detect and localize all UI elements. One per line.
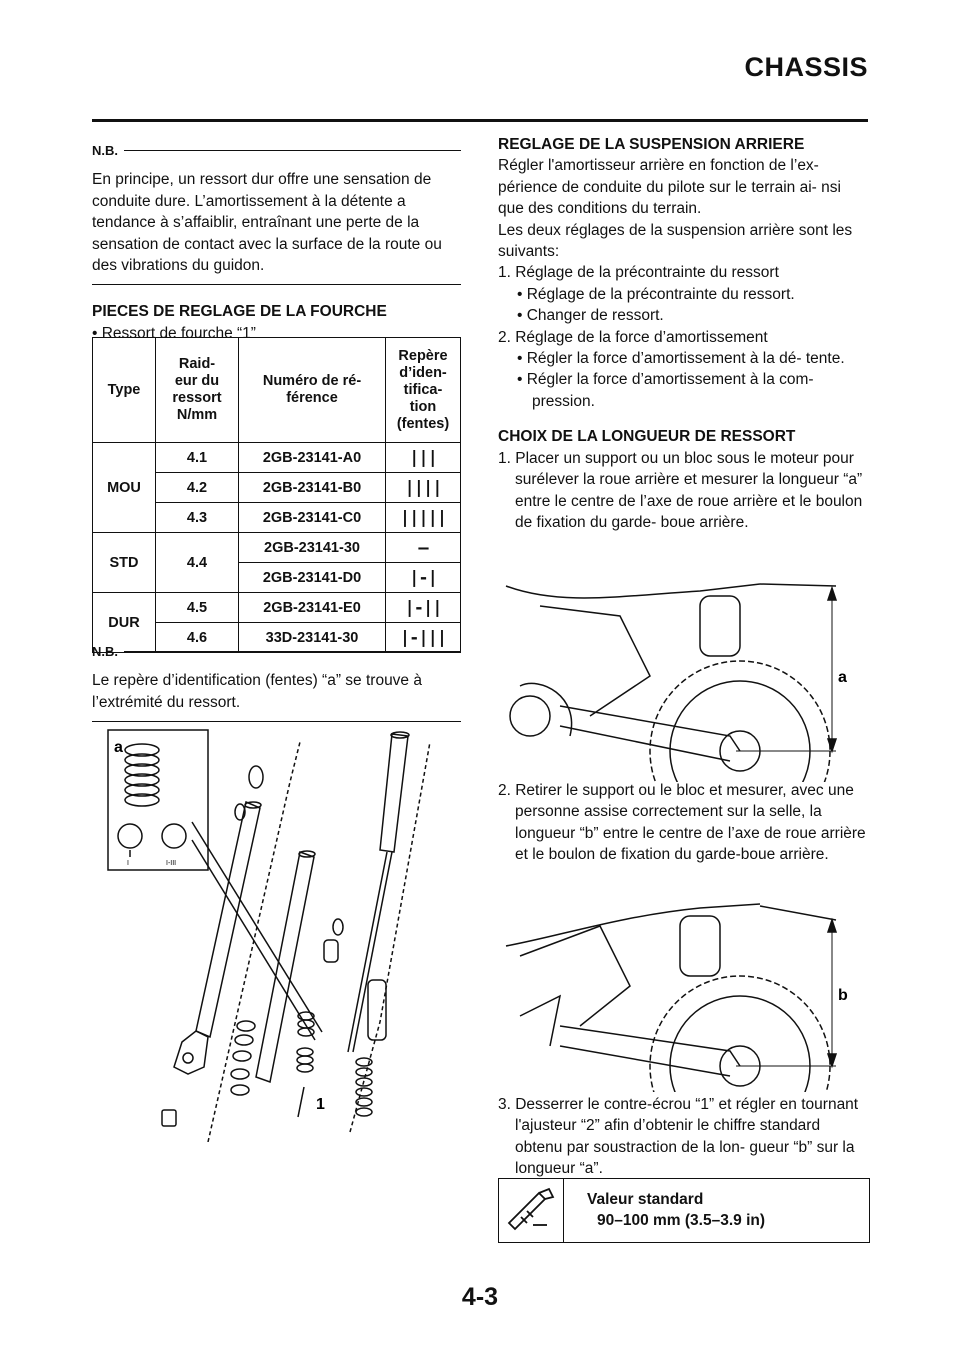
table-header-row bbox=[93, 338, 461, 443]
list-item: • Régler la force d’amortissement à la com- pression. bbox=[517, 371, 814, 410]
fork-spring-table bbox=[92, 337, 461, 653]
cell-type: MOU bbox=[93, 443, 156, 533]
table-header-rate: Raid- eur du ressort N/mm bbox=[156, 338, 239, 443]
rear-paragraph-1: Régler l'amortisseur arrière en fonction de l’ex- périence de conduite du pilote sur le terrain ai- nsi que des conditions du terrain. bbox=[498, 157, 841, 218]
standard-value-title: Valeur standard bbox=[587, 1191, 704, 1208]
fig-label-1: 1 bbox=[316, 1096, 325, 1113]
cell-part: 2GB-23141-E0 bbox=[239, 593, 386, 623]
fig-label-a: a bbox=[114, 739, 123, 756]
standard-value-box bbox=[498, 1178, 870, 1243]
cell-part: 2GB-23141-A0 bbox=[239, 443, 386, 473]
cell-rate: 4.3 bbox=[156, 503, 239, 533]
cell-part: 2GB-23141-30 bbox=[239, 533, 386, 563]
cell-mark: |-|| bbox=[386, 593, 461, 623]
rear-suspension-heading: REGLAGE DE LA SUSPENSION ARRIERE bbox=[498, 136, 805, 153]
cell-rate: 4.1 bbox=[156, 443, 239, 473]
table-row bbox=[93, 443, 461, 473]
right-column-step2 bbox=[498, 780, 868, 866]
cell-mark: — bbox=[386, 533, 461, 563]
table-header-mark: Repère d’iden- tifica- tion (fentes) bbox=[386, 338, 461, 443]
rear-paragraph-2: Les deux réglages de la suspension arrière sont les suivants: bbox=[498, 221, 853, 261]
nb-end-rule-1 bbox=[92, 284, 461, 285]
cell-mark: |||| bbox=[386, 473, 461, 503]
list-item: • Réglage de la précontrainte du ressort. bbox=[517, 285, 795, 303]
cell-part: 33D-23141-30 bbox=[239, 623, 386, 653]
cell-rate: 4.2 bbox=[156, 473, 239, 503]
rear-wheel-figure-b bbox=[500, 896, 860, 1092]
table-row bbox=[93, 593, 461, 623]
right-column bbox=[498, 134, 868, 533]
cell-type: STD bbox=[93, 533, 156, 593]
step-3: 3. Desserrer le contre-écrou “1” et régler en tournant l'ajusteur “2” afin d’obtenir le chiffre standard obtenu par soustraction de la lon- gueur “b” sur la longueur “a”. bbox=[498, 1096, 859, 1178]
cell-mark: ||| bbox=[386, 443, 461, 473]
list-item: • Changer de ressort. bbox=[517, 307, 664, 325]
fork-exploded-diagram bbox=[100, 722, 460, 1142]
spring-length-heading: CHOIX DE LA LONGUEUR DE RESSORT bbox=[498, 428, 796, 446]
spring-coil-drawing bbox=[125, 744, 159, 806]
caliper-icon-cell bbox=[499, 1179, 564, 1242]
nb-text-1: En principe, un ressort dur offre une sensation de conduite dure. L’amortissement à la détente a tendance à s’affaiblir, entraînant une perte de la sensation de contact avec la surface de la route ou des vibrations du guidon. bbox=[92, 171, 442, 275]
left-column-lower bbox=[92, 641, 461, 722]
cell-type: DUR bbox=[93, 593, 156, 653]
table-header-type: Type bbox=[93, 338, 156, 443]
small-spring-drawing bbox=[297, 1012, 314, 1072]
left-column bbox=[92, 140, 461, 344]
fig-label-i: I bbox=[127, 860, 129, 867]
cell-mark: |-||| bbox=[386, 623, 461, 653]
nb-label-2: N.B. bbox=[92, 641, 461, 662]
caliper-icon bbox=[499, 1179, 563, 1242]
fig-label-i-iii: I-III bbox=[166, 860, 177, 867]
cell-part: 2GB-23141-D0 bbox=[239, 563, 386, 593]
nb-text-2: Le repère d’identification (fentes) “a” se trouve à l’extrémité du ressort. bbox=[92, 672, 422, 711]
step-1: 1. Placer un support ou un bloc sous le moteur pour surélever la roue arrière et mesurer la longueur “a” entre le centre de l’axe de roue arrière et le boulon de fixation du garde- boue arrière. bbox=[498, 449, 863, 531]
cell-rate: 4.5 bbox=[156, 593, 239, 623]
cell-rate: 4.4 bbox=[156, 533, 239, 593]
cell-mark: |-| bbox=[386, 563, 461, 593]
step-2: 2. Retirer le support ou le bloc et mesurer, avec une personne assise correctement sur la selle, la longueur “b” entre le centre de l’axe de roue arrière et le boulon de fixation du garde-boue arrière. bbox=[498, 782, 866, 864]
list-item: 2. Réglage de la force d’amortissement bbox=[498, 328, 768, 346]
list-item: • Régler la force d’amortissement à la dé- tente. bbox=[517, 350, 845, 368]
fork-bullet: • Ressort de fourche “1” bbox=[92, 324, 256, 342]
fork-heading: PIECES DE REGLAGE DE LA FOURCHE bbox=[92, 303, 387, 321]
cell-part: 2GB-23141-C0 bbox=[239, 503, 386, 533]
rear-wheel-figure-a bbox=[500, 576, 860, 782]
table-row bbox=[93, 533, 461, 563]
nb-label-1: N.B. bbox=[92, 140, 461, 161]
list-item: 1. Réglage de la précontrainte du ressort bbox=[498, 264, 779, 282]
table-header-part: Numéro de ré- férence bbox=[239, 338, 386, 443]
page-header-title: CHASSIS bbox=[744, 52, 868, 82]
standard-value-range: 90–100 mm (3.5–3.9 in) bbox=[597, 1212, 766, 1229]
header-rule bbox=[92, 119, 868, 122]
cell-rate: 4.6 bbox=[156, 623, 239, 653]
page-number: 4-3 bbox=[461, 1283, 499, 1311]
cell-mark: ||||| bbox=[386, 503, 461, 533]
right-column-step3 bbox=[498, 1094, 868, 1180]
fig-label-b: b bbox=[838, 987, 848, 1004]
cell-part: 2GB-23141-B0 bbox=[239, 473, 386, 503]
fig-label-a: a bbox=[838, 669, 847, 686]
